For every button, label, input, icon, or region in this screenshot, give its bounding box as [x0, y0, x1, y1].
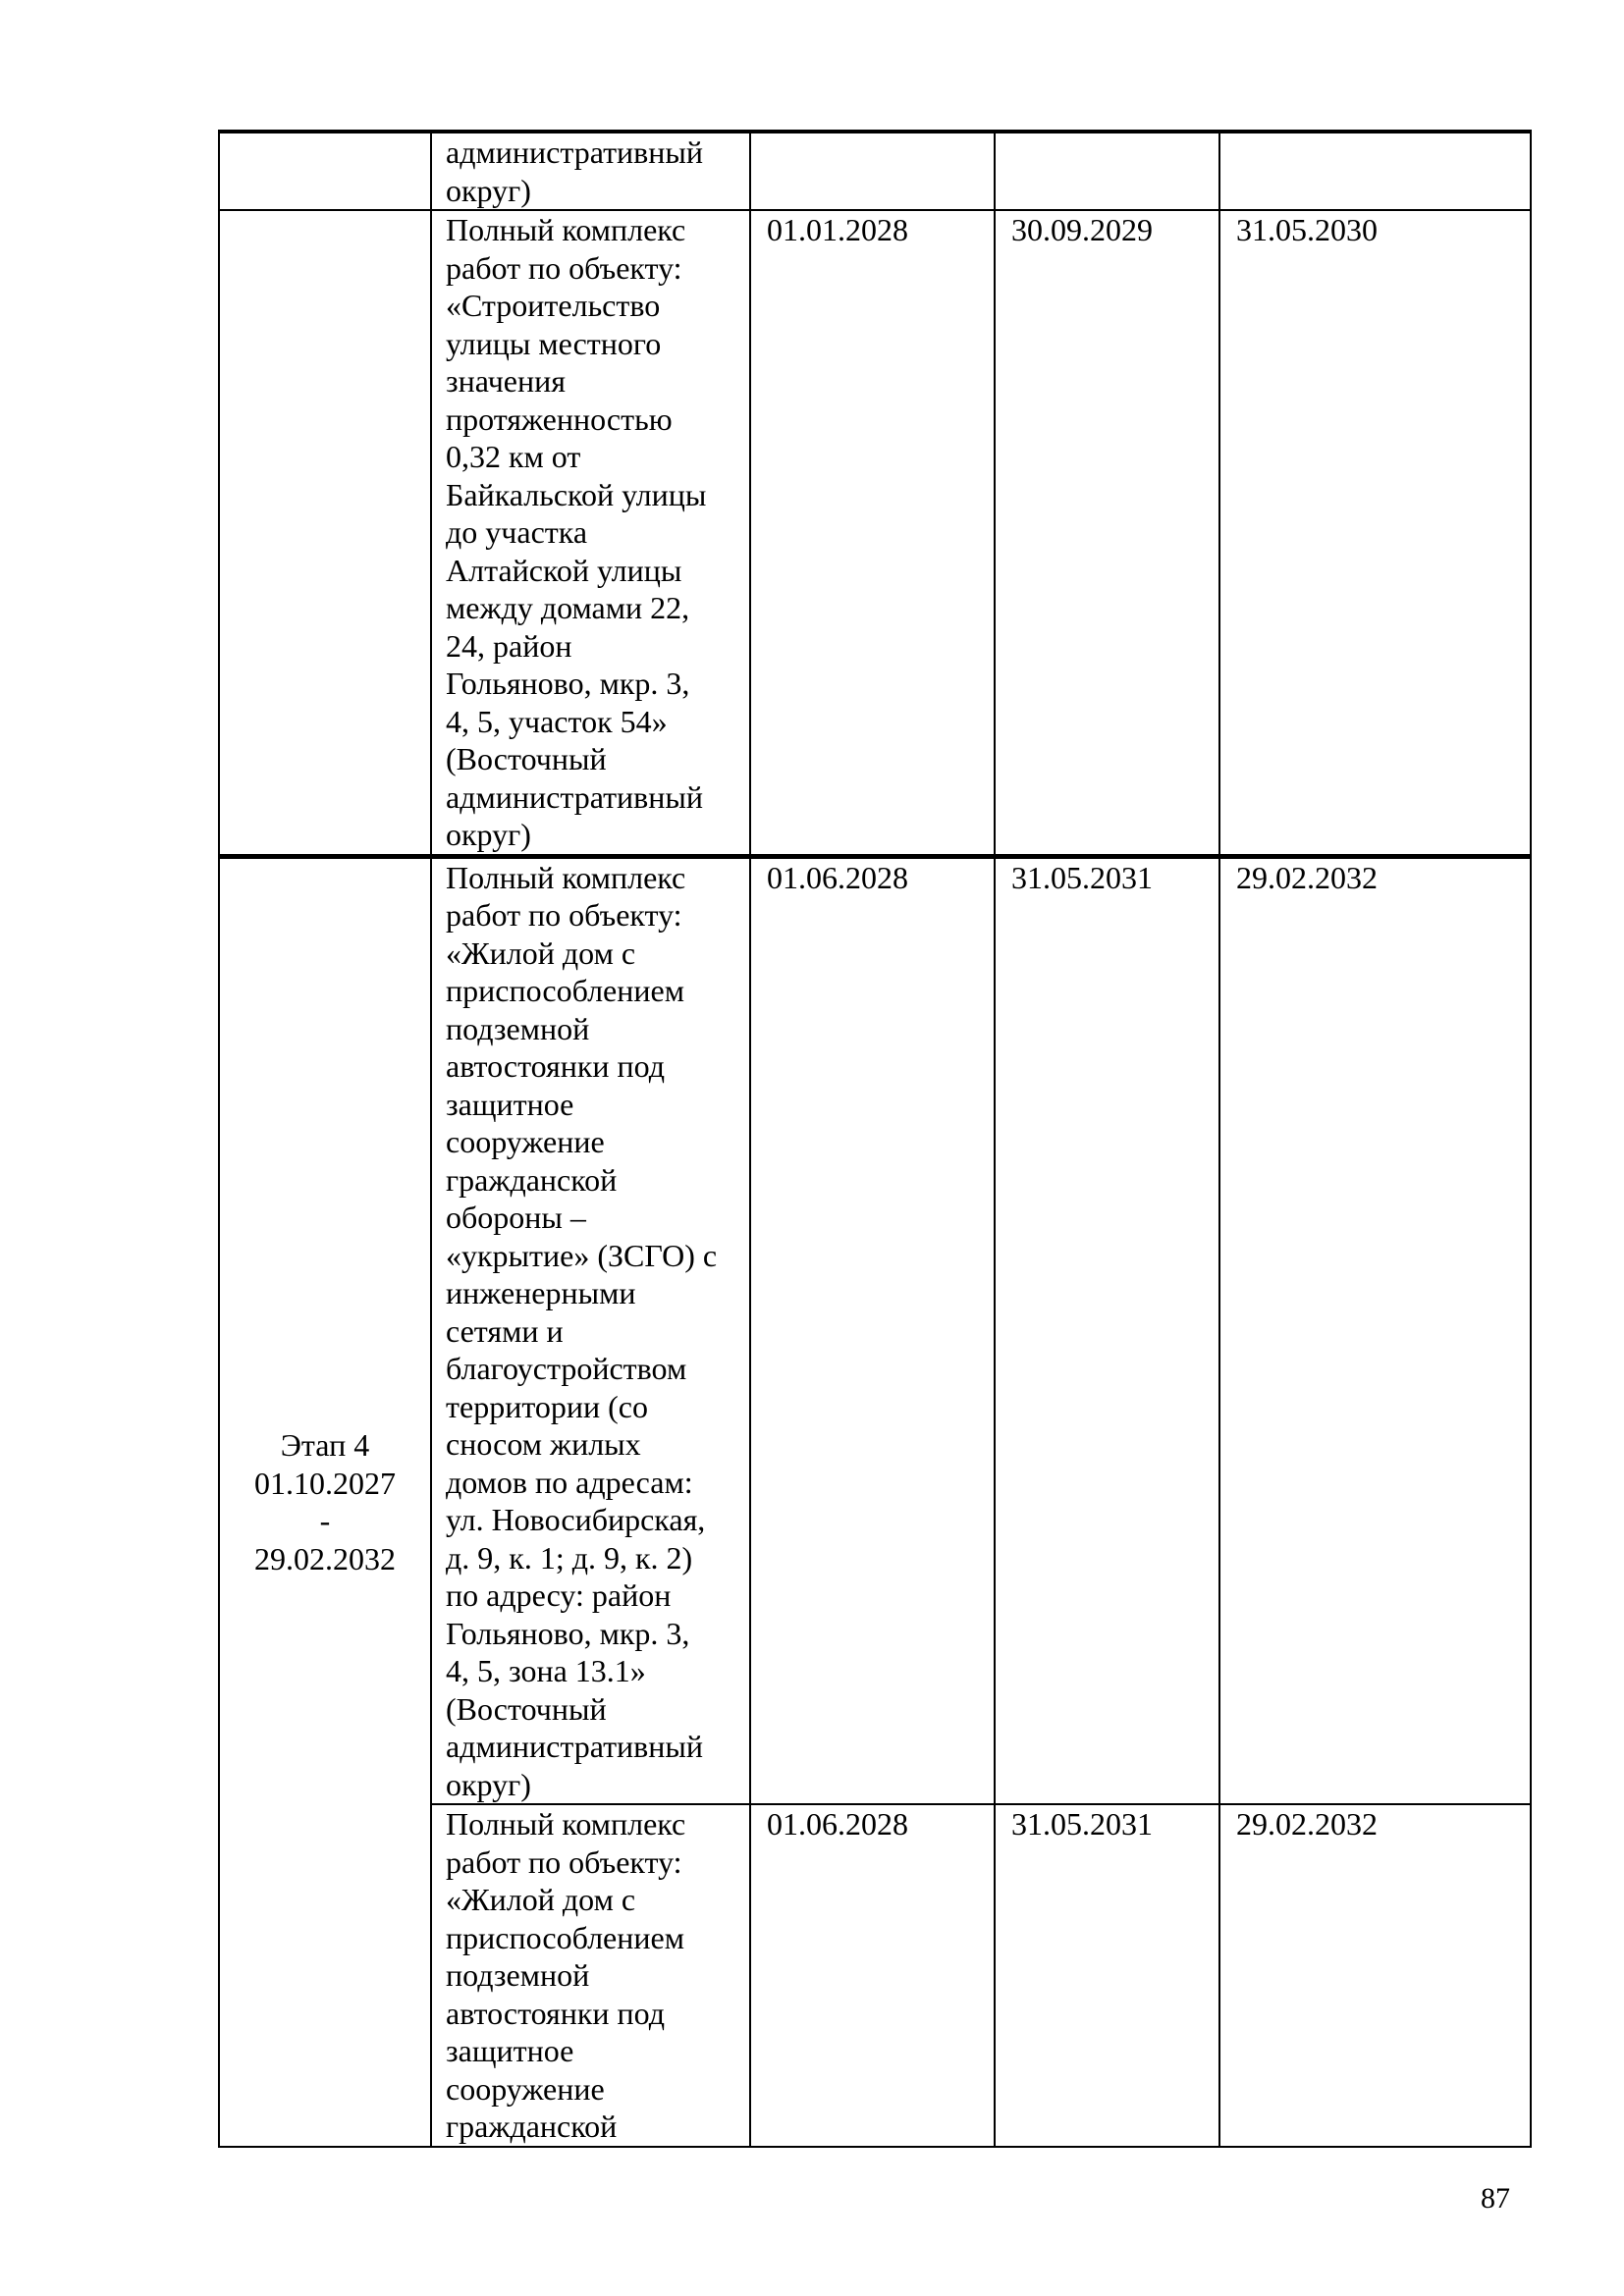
work-description-cell: Полный комплекс работ по объекту: «Жилой дом с приспособлением подземной автостоянки под защитное сооружение гражданской — [431, 1804, 750, 2147]
start-date-cell: 01.06.2028 — [750, 856, 995, 1804]
stage-date-separator: - — [319, 1503, 331, 1538]
stage-end-date: 29.02.2032 — [254, 1540, 396, 1576]
table-row — [219, 856, 1531, 1804]
stage-cell — [219, 856, 431, 2147]
end-date-cell: 30.09.2029 — [995, 210, 1219, 856]
work-description-cell: Полный комплекс работ по объекту: «Жилой дом с приспособлением подземной автостоянки под защитное сооружение гражданской обороны – «укрытие» (ЗСГО) с инженерными сетями и благоустройством территории (со сносом жилых домов по адресам: ул. Новосибирская, д. 9, к. 1; д. 9, к. 2) по адресу: район Гольяново, мкр. 3, 4, 5, зона 13.1» (Восточный административный округ) — [431, 856, 750, 1804]
stage-start-date: 01.10.2027 — [254, 1465, 396, 1501]
completion-date-cell: 31.05.2030 — [1219, 210, 1531, 856]
page-number: 87 — [1481, 2182, 1510, 2215]
work-description-cell: Полный комплекс работ по объекту: «Строительство улицы местного значения протяженностью 0,32 км от Байкальской улицы до участка Алтайской улицы между домами 22, 24, район Гольяново, мкр. 3, 4, 5, участок 54» (Восточный административный округ) — [431, 210, 750, 856]
table-row — [219, 132, 1531, 210]
end-date-cell — [995, 132, 1219, 210]
table-row — [219, 210, 1531, 856]
start-date-cell: 01.01.2028 — [750, 210, 995, 856]
schedule-table — [218, 130, 1532, 2148]
stage-name: Этап 4 — [280, 1427, 370, 1463]
start-date-cell — [750, 132, 995, 210]
completion-date-cell: 29.02.2032 — [1219, 856, 1531, 1804]
work-description-cell: административный округ) — [431, 132, 750, 210]
completion-date-cell — [1219, 132, 1531, 210]
completion-date-cell: 29.02.2032 — [1219, 1804, 1531, 2147]
stage-cell-empty — [219, 132, 431, 210]
end-date-cell: 31.05.2031 — [995, 856, 1219, 1804]
stage-cell-empty — [219, 210, 431, 856]
start-date-cell: 01.06.2028 — [750, 1804, 995, 2147]
end-date-cell: 31.05.2031 — [995, 1804, 1219, 2147]
